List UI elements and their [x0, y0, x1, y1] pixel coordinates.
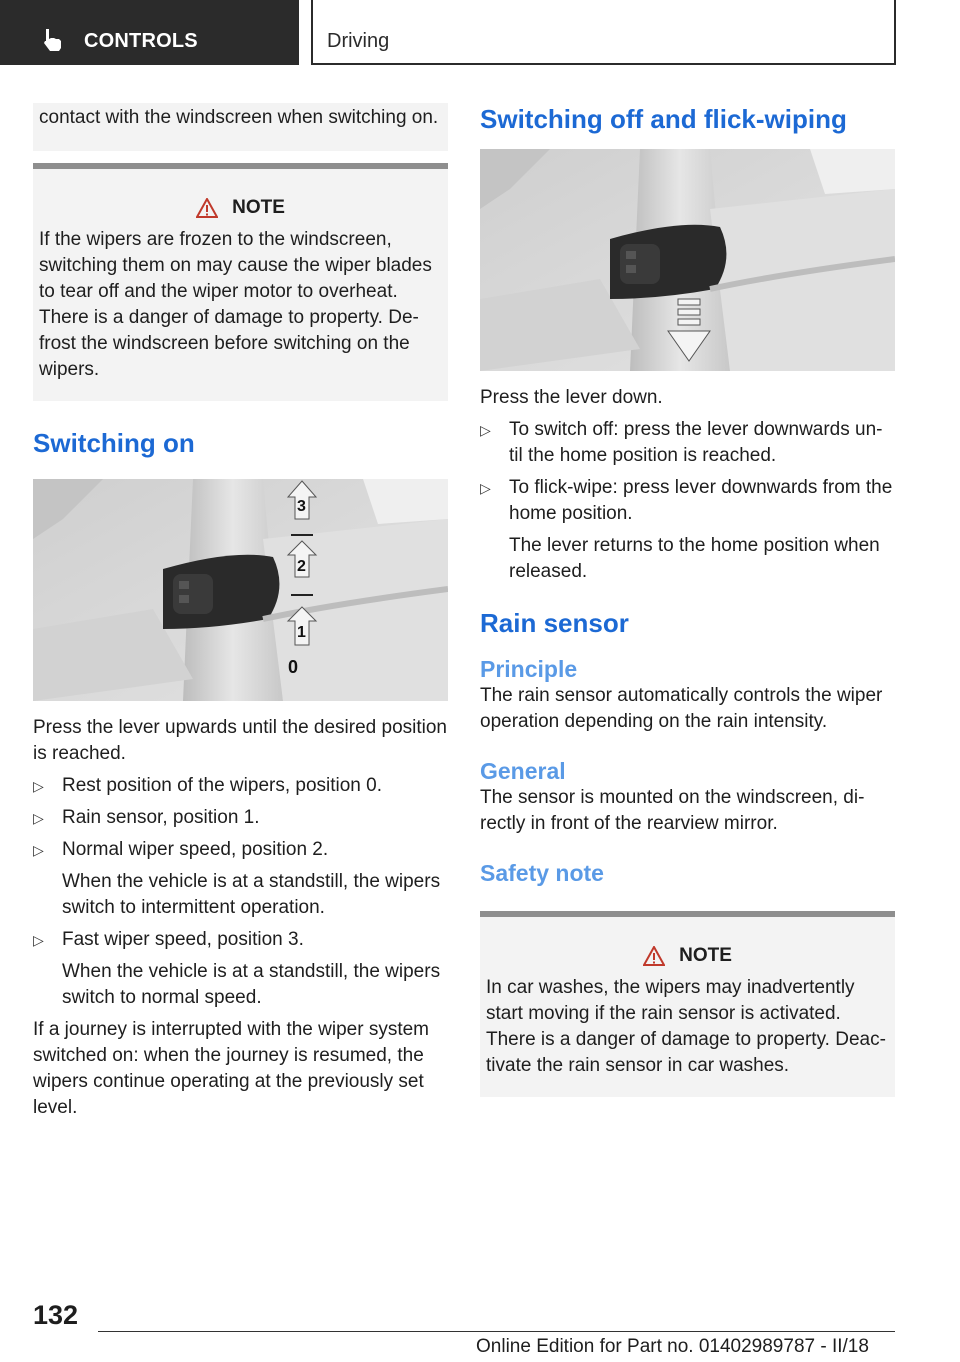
chapter-title: Driving — [327, 30, 390, 52]
switching-off-list — [480, 417, 895, 585]
note-text: In car washes, the wipers may inadvertently start moving if the rain sensor is activated. There is a danger of damage to property. Deac-tivate the rain sensor in car washes. — [486, 977, 886, 1076]
figure-label-3: 3 — [297, 498, 306, 515]
heading-general: General — [480, 758, 566, 784]
note-box-frozen-wipers — [33, 163, 448, 401]
principle-text: The rain sensor automatically controls the wiper operation depending on the rain intensity. — [480, 685, 883, 732]
triangle-bullet-icon: ▷ — [33, 932, 44, 948]
switching-on-list — [33, 773, 448, 1011]
figure-label-2: 2 — [297, 558, 306, 575]
warning-triangle-icon — [196, 198, 218, 218]
general-text: The sensor is mounted on the windscreen, di-rectly in front of the rearview mirror. — [480, 787, 865, 834]
triangle-bullet-icon: ▷ — [33, 778, 44, 794]
left-column — [33, 103, 448, 1121]
note-text: If the wipers are frozen to the windscreen, switching them on may cause the wiper blades to tear off and the wiper motor to overheat. There is a danger of damage to property. De-frost the windscreen before switching on the wipers. — [39, 229, 432, 380]
switching-on-intro: Press the lever upwards until the desired position is reached. — [33, 717, 448, 764]
list-item: ▷ Rest position of the wipers, position 0. — [33, 773, 448, 799]
right-column — [480, 103, 895, 1097]
list-item: ▷ Normal wiper speed, position 2. When the vehicle is at a standstill, the wipers switch to intermittent operation. — [33, 837, 448, 921]
hand-pointer-icon — [40, 26, 66, 52]
note-box-car-wash — [480, 911, 895, 1097]
continued-text: contact with the windscreen when switching on. — [39, 107, 439, 128]
figure-lever-down — [480, 149, 895, 371]
list-item-subtext: When the vehicle is at a standstill, the wipers switch to normal speed. — [62, 961, 441, 1008]
warning-triangle-icon — [643, 946, 665, 966]
heading-rain-sensor: Rain sensor — [480, 608, 629, 638]
page-number: 132 — [33, 1300, 79, 1330]
list-item: ▷ To flick-wipe: press lever downwards from the home position. The lever returns to the home position when released. — [480, 475, 895, 585]
triangle-bullet-icon: ▷ — [480, 422, 491, 438]
heading-switching-off: Switching off and flick-wiping — [480, 104, 847, 134]
list-item: ▷ To switch off: press the lever downwards un-til the home position is reached. — [480, 419, 883, 466]
note-header — [39, 195, 442, 221]
footer-edition: Online Edition for Part no. 01402989787 - II/18 — [476, 1336, 869, 1357]
heading-safety-note: Safety note — [480, 860, 604, 886]
switching-on-outro: If a journey is interrupted with the wiper system switched on: when the journey is resumed, the wipers continue operating at the previously set level. — [33, 1019, 430, 1118]
switching-off-intro: Press the lever down. — [480, 387, 663, 408]
list-item-subtext: The lever returns to the home position when released. — [509, 535, 880, 582]
list-item: ▷ Fast wiper speed, position 3. When the vehicle is at a standstill, the wipers switch to normal speed. — [33, 927, 448, 1011]
triangle-bullet-icon: ▷ — [33, 842, 44, 858]
triangle-bullet-icon: ▷ — [480, 480, 491, 496]
lever-down-illustration — [480, 149, 895, 371]
list-item: ▷ Rain sensor, position 1. — [33, 805, 448, 831]
header-chapter-tab — [311, 0, 896, 65]
heading-principle: Principle — [480, 656, 578, 682]
figure-label-1: 1 — [297, 624, 306, 641]
footer-divider — [98, 1331, 895, 1332]
section-title: CONTROLS — [84, 30, 198, 52]
note-label: NOTE — [232, 197, 285, 218]
triangle-bullet-icon: ▷ — [33, 810, 44, 826]
figure-lever-up — [33, 479, 448, 701]
note-label: NOTE — [679, 945, 732, 966]
lever-up-illustration — [33, 479, 448, 701]
figure-label-0: 0 — [288, 657, 299, 677]
header-section-tab — [0, 0, 299, 65]
continued-box — [33, 103, 448, 151]
heading-switching-on: Switching on — [33, 428, 195, 458]
note-header — [486, 943, 889, 969]
list-item-subtext: When the vehicle is at a standstill, the wipers switch to intermittent operation. — [62, 871, 441, 918]
